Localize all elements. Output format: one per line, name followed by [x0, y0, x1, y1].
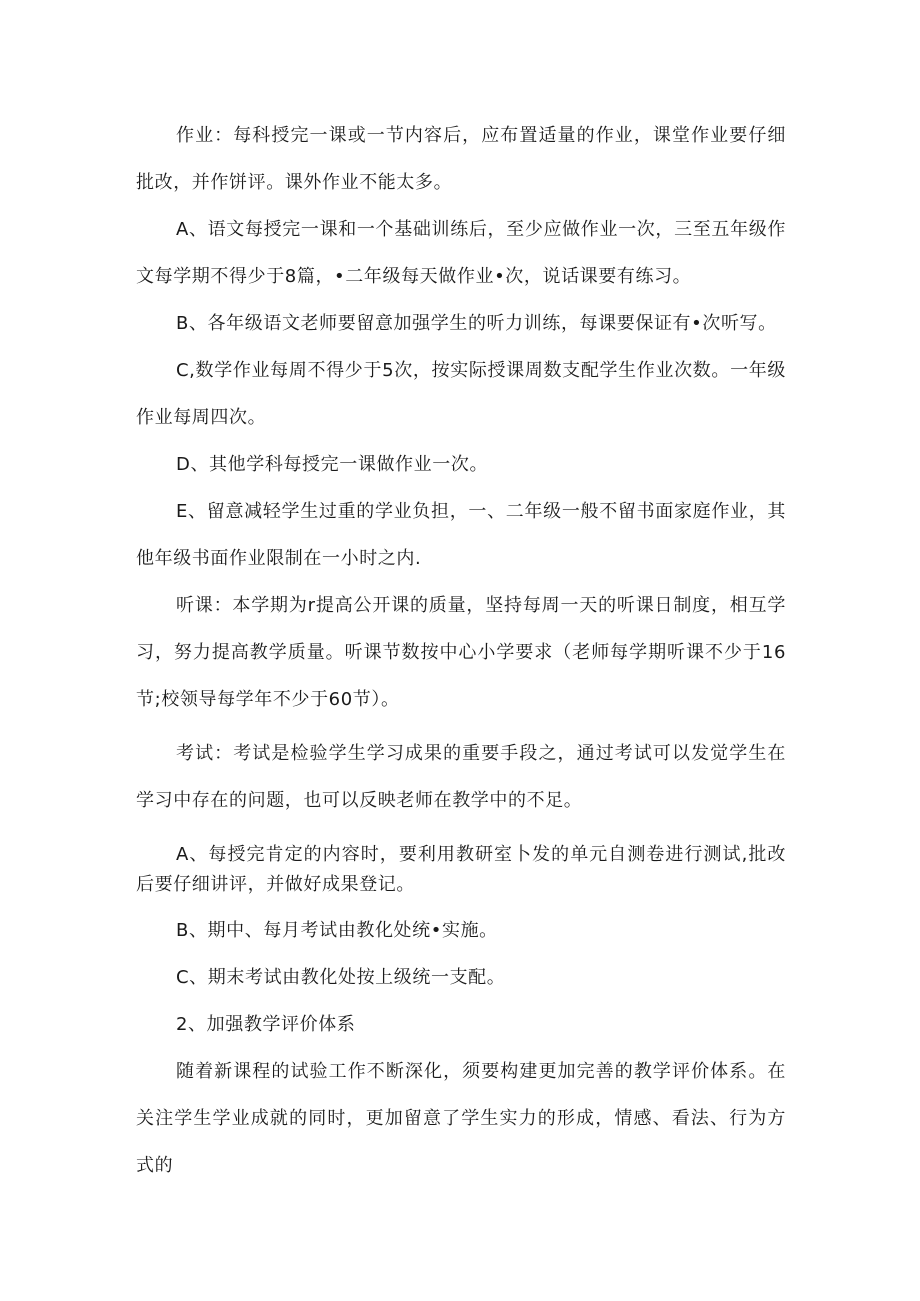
paragraph-homework-a: A、语文每授完一课和一个基础训练后，至少应做作业一次，三至五年级作文每学期不得少于8篇，•二年级每天做作业•次，说话课要有练习。: [136, 219, 786, 287]
paragraph-homework-d: D、其他学科每授完一课做作业一次。: [176, 454, 489, 475]
paragraph-evaluation: 随着新课程的试验工作不断深化，须要构建更加完善的教学评价体系。在关注学生学业成就的同时，更加留意了学生实力的形成，情感、看法、行为方式的: [136, 1061, 786, 1176]
paragraph-homework: 作业：每科授完一课或一节内容后，应布置适量的作业，课堂作业要仔细批改，并作饼评。课外作业不能太多。: [136, 125, 786, 193]
paragraph-homework-e: E、留意减轻学生过重的学业负担，一、二年级一般不留书面家庭作业，其他年级书面作业限制在一小时之内.: [136, 501, 786, 569]
paragraph-homework-c: C,数学作业每周不得少于5次，按实际授课周数支配学生作业次数。一年级作业每周四次。: [136, 360, 786, 428]
paragraph-exams: 考试：考试是检验学生学习成果的重要手段之，通过考试可以发觉学生在学习中存在的问题，也可以反映老师在教学中的不足。: [136, 743, 786, 811]
paragraph-lesson-observation: 听课：本学期为r提高公开课的质量，坚持每周一天的听课日制度，相互学习，努力提高教学质量。听课节数按中心小学要求（老师每学期听课不少于16节;校领导每学年不少于60节）。: [136, 595, 786, 710]
paragraph-homework-b: B、各年级语文老师要留意加强学生的听力训练，每课要保证有•次听写。: [176, 313, 777, 334]
paragraph-exams-a: A、每授完肯定的内容时，要利用教研室卜发的单元自测卷进行测试,批改后要仔细讲评，并做好成果登记。: [136, 844, 786, 895]
section-heading-evaluation: 2、加强教学评价体系: [176, 1014, 356, 1035]
paragraph-exams-c: C、期末考试由教化处按上级统一支配。: [176, 967, 506, 988]
paragraph-exams-b: B、期中、每月考试由教化处统•实施。: [176, 920, 498, 941]
